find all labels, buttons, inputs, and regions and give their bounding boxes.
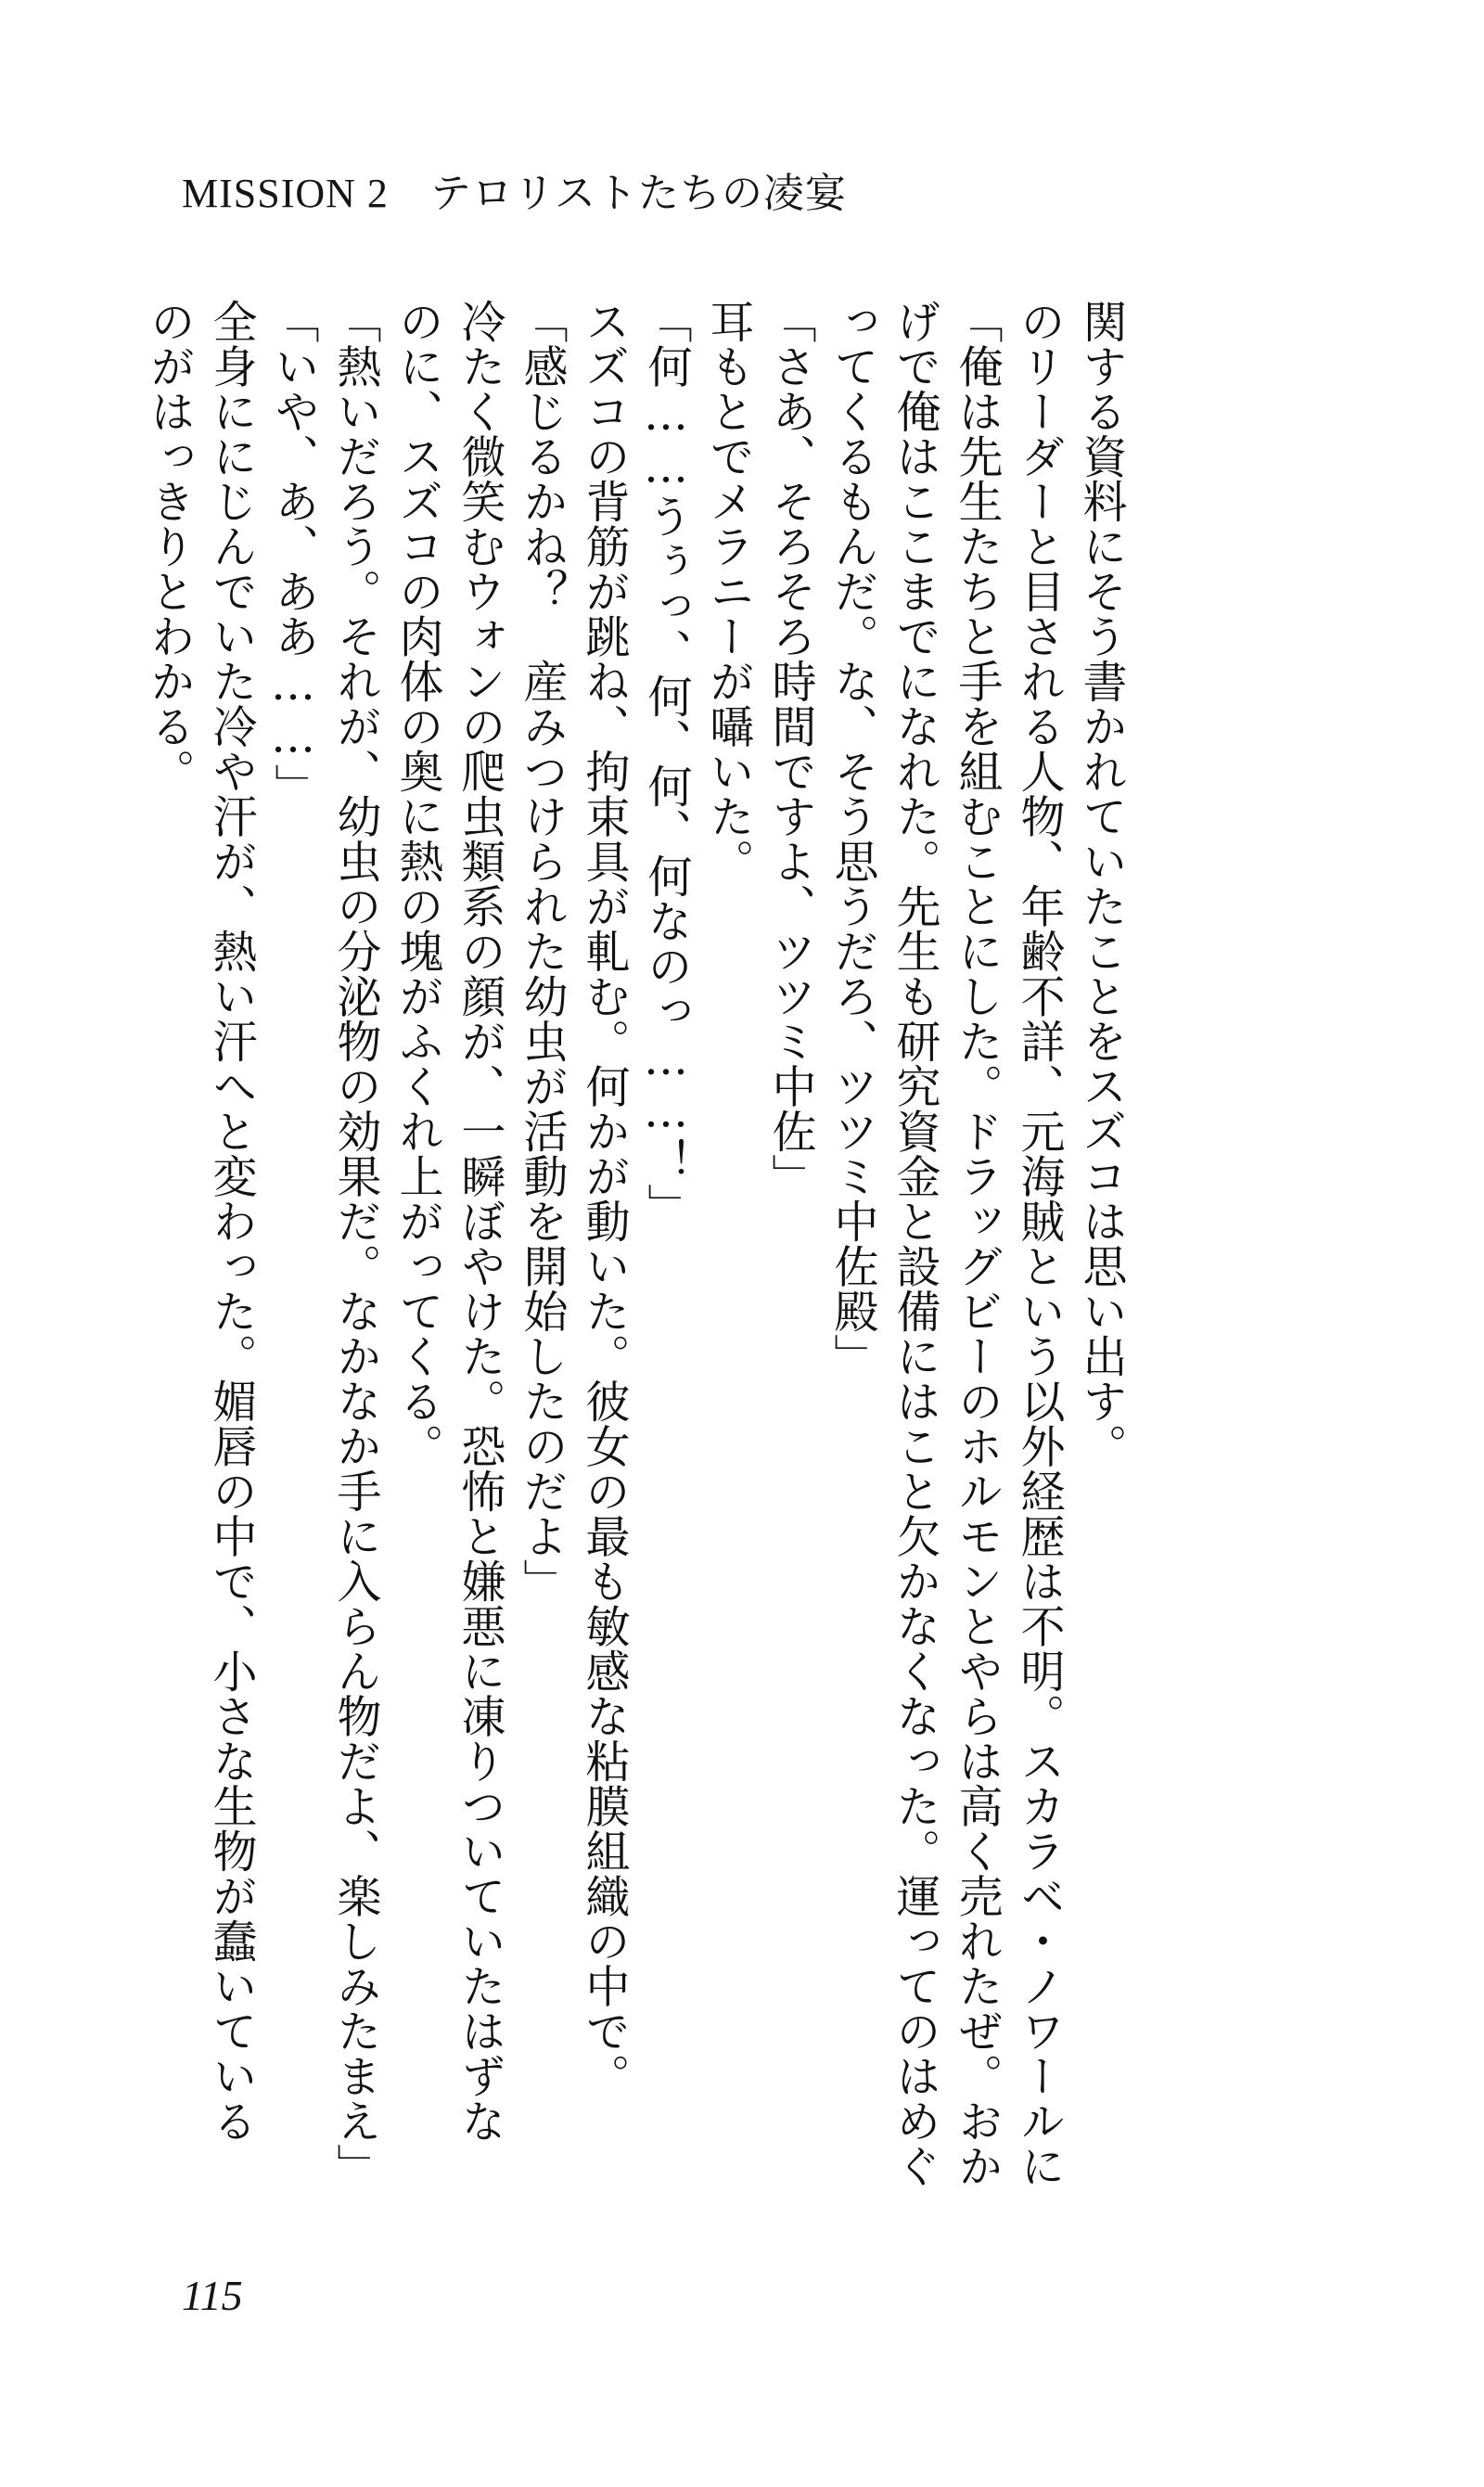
text-line: のがはっきりとわかる。: [143, 299, 195, 794]
text-line: 耳もとでメラニーが囁いた。: [702, 299, 754, 884]
text-line: 「俺は先生たちと手を組むことにした。ドラッグビーのホルモンとやらは高く売れたぜ。おか: [951, 299, 1003, 2188]
text-line: スズコの背筋が跳ね、拘束具が軋む。何かが動いた。彼女の最も敏感な粘膜組織の中で。: [578, 299, 630, 2098]
text-line: 冷たく微笑むウォンの爬虫類系の顔が、一瞬ぼやけた。恐怖と嫌悪に凍りついていたはずな: [454, 299, 505, 2144]
page-number: 115: [182, 2272, 243, 2319]
text-line: 全身ににじんでいた冷や汗が、熱い汗へと変わった。媚唇の中で、小さな生物が蠢いている: [205, 299, 257, 2144]
text-line: 「感じるかね？ 産みつけられた幼虫が活動を開始したのだよ」: [516, 299, 568, 1604]
text-line: のリーダーと目される人物、年齢不詳、元海賊という以外経歴は不明。スカラベ・ノワールに: [1013, 299, 1065, 2188]
text-line: のに、スズコの肉体の奥に熱の塊がふくれ上がってくる。: [391, 299, 443, 1468]
text-line: 「さあ、そろそろ時間ですよ、ツツミ中佐」: [764, 299, 816, 1199]
text-line: げで俺はここまでになれた。先生も研究資金と設備にはこと欠かなくなった。運ってのはめぐ: [889, 299, 940, 2188]
text-line: 「熱いだろう。それが、幼虫の分泌物の効果だ。なかなか手に入らん物だよ、楽しみたまえ」: [329, 299, 381, 2188]
text-line: 関する資料にそう書かれていたことをスズコは思い出す。: [1075, 299, 1127, 1468]
running-header: MISSION 2 テロリストたちの凌宴: [182, 171, 848, 216]
text-line: 「いや、あ、ああ……」: [267, 299, 319, 809]
text-line: ってくるもんだ。な、そう思うだろ、ツツミ中佐殿」: [826, 299, 878, 1378]
text-line: 「何……うぅっ、何、何、何なのっ……！」: [640, 299, 692, 1228]
body-text: [143, 299, 1132, 2247]
